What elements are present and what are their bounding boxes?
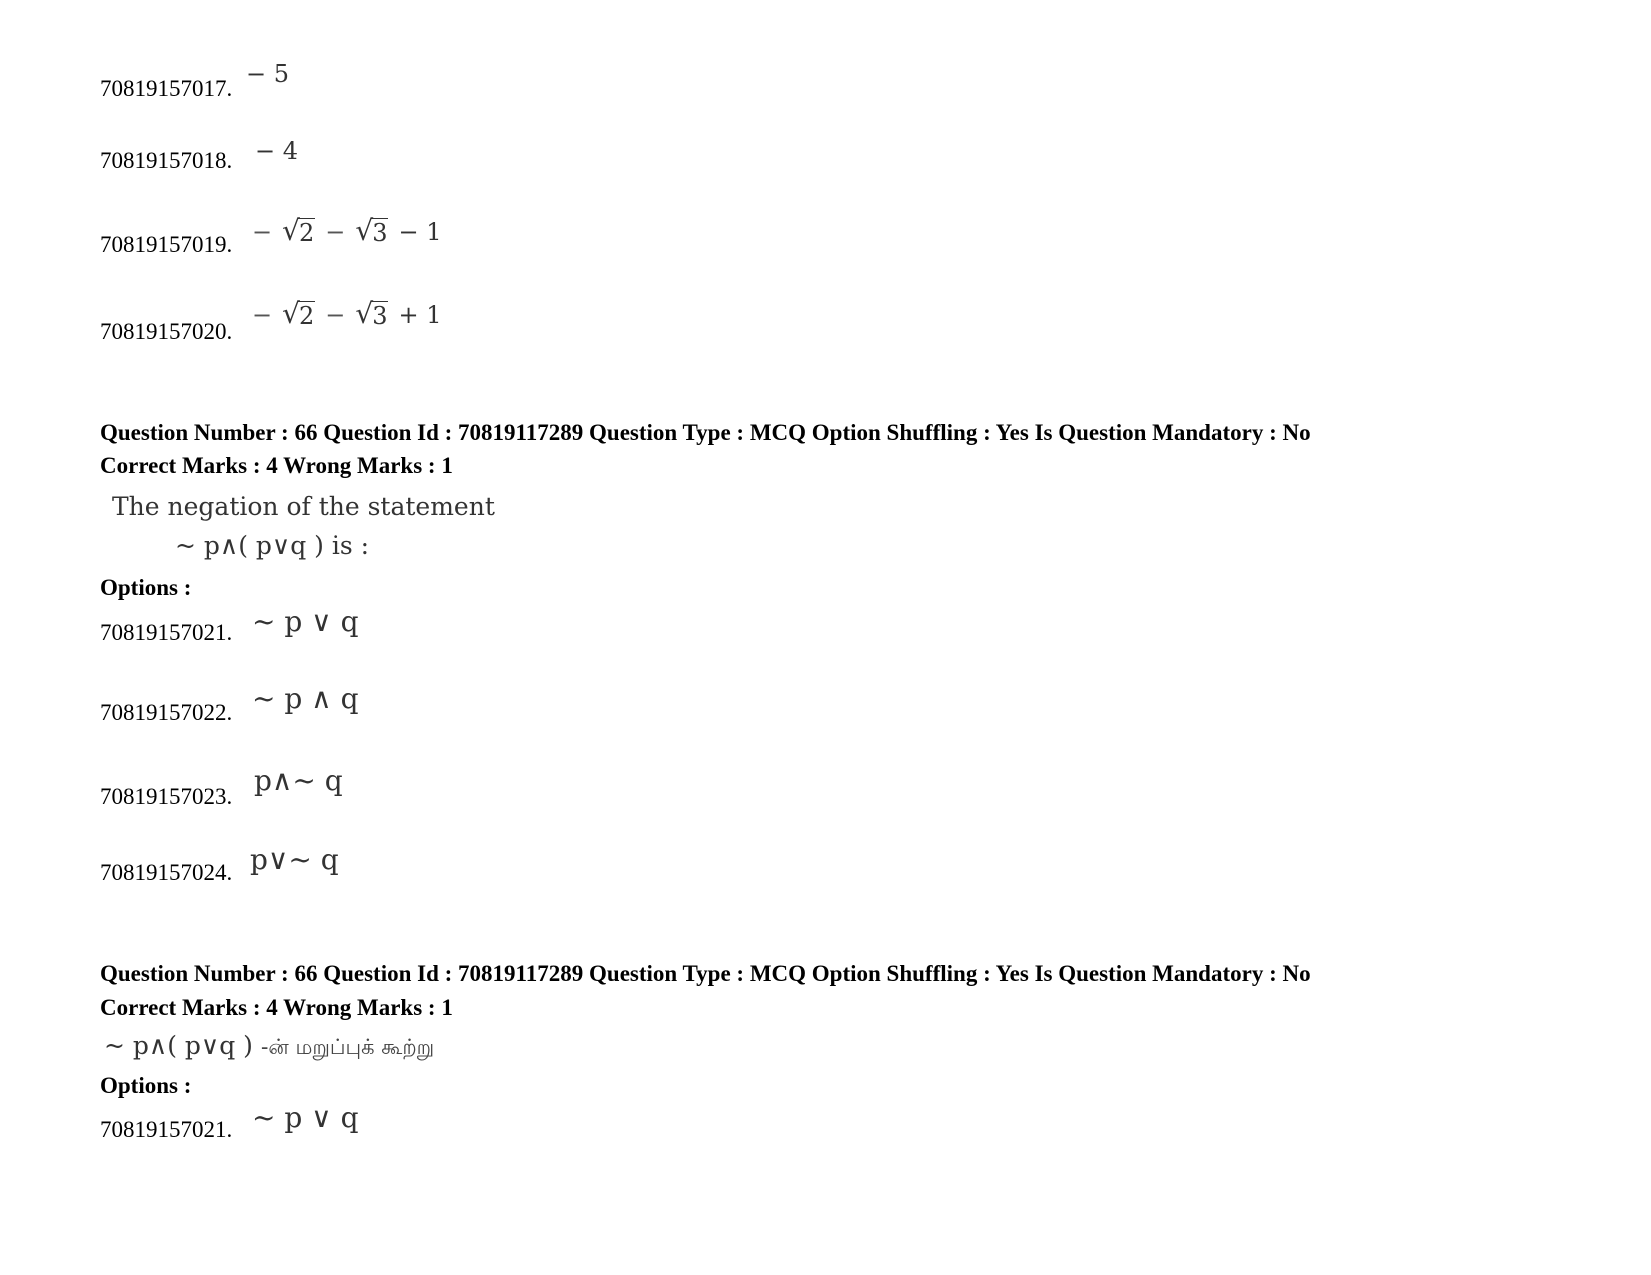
sqrt-2: √ 2 <box>282 297 315 330</box>
option-expression: p∧~ q <box>254 764 343 797</box>
marks-line: Correct Marks : 4 Wrong Marks : 1 <box>100 453 453 478</box>
question-stem-line2: ~ p∧( p∨q ) is : <box>175 531 370 560</box>
option-number: 70819157019. <box>100 232 233 257</box>
option-number: 70819157021. <box>100 1117 233 1142</box>
options-label: Options : <box>100 1073 192 1098</box>
option-expression: − √ 2 − √ 3 + 1 <box>252 297 442 330</box>
sqrt-3: √ 3 <box>355 297 388 330</box>
option-expression: ~ p ∨ q <box>252 1101 359 1134</box>
marks-line: Correct Marks : 4 Wrong Marks : 1 <box>100 995 453 1020</box>
option-expression: ~ p ∧ q <box>252 682 359 715</box>
option-expression: p∨~ q <box>250 843 339 876</box>
stem-expression: ~ p∧( p∨q ) <box>104 1031 253 1060</box>
option-expression: − 4 <box>255 137 299 165</box>
question-stem <box>104 1031 434 1062</box>
option-number: 70819157021. <box>100 620 233 645</box>
option-number: 70819157023. <box>100 784 233 809</box>
options-label: Options : <box>100 575 192 600</box>
question-stem-line1: The negation of the statement <box>112 492 495 521</box>
sqrt-2: √ 2 <box>282 214 315 247</box>
option-number: 70819157020. <box>100 319 233 344</box>
option-number: 70819157018. <box>100 148 233 173</box>
option-number: 70819157024. <box>100 860 233 885</box>
option-expression: − 5 <box>246 60 290 88</box>
option-number: 70819157017. <box>100 76 233 101</box>
option-expression: − √ 2 − √ 3 − 1 <box>252 214 442 247</box>
option-number: 70819157022. <box>100 700 233 725</box>
stem-tamil-text: -ன் மறுப்புக் கூற்று <box>260 1035 435 1059</box>
question-header: Question Number : 66 Question Id : 70819117289 Question Type : MCQ Option Shuffling : Yes Is Question Mandatory : No <box>100 420 1311 445</box>
option-expression: ~ p ∨ q <box>252 605 359 638</box>
question-header: Question Number : 66 Question Id : 70819117289 Question Type : MCQ Option Shuffling : Yes Is Question Mandatory : No <box>100 961 1311 986</box>
sqrt-3: √ 3 <box>355 214 388 247</box>
